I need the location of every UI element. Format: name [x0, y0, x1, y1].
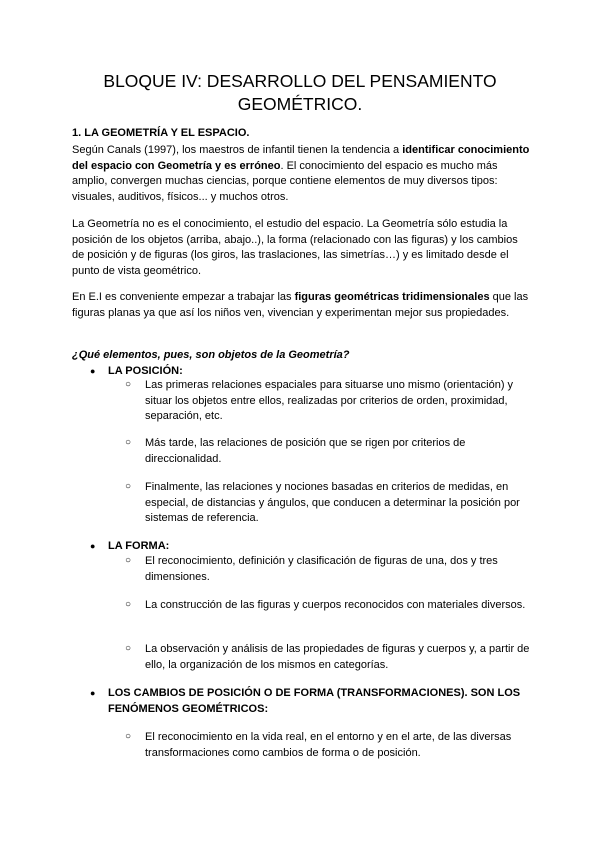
paragraph-2: La Geometría no es el conocimiento, el estudio del espacio. La Geometría sólo estudia la posición de los objetos (arriba, abajo..), la forma (relacionado con las figuras) y los cambios de posición y de figuras (los giros, las traslaciones, las simetrías…) y es limitado desde el punto de vista geométrico.	[72, 218, 518, 278]
bullet-icon: ●	[90, 541, 96, 551]
section-heading: 1. LA GEOMETRÍA Y EL ESPACIO.	[72, 127, 250, 139]
paragraph-3-text-c: que las figuras planas ya que así los niños ven, vivencian y experimentan mejor sus propiedades.	[72, 291, 529, 319]
sub-item-text: Más tarde, las relaciones de posición que se rigen por criterios de direccionalidad.	[145, 437, 466, 465]
bullet-icon: ●	[90, 366, 96, 376]
title-line-2: GEOMÉTRICO.	[237, 94, 363, 114]
paragraph-3-bold: figuras geométricas tridimensionales	[294, 291, 490, 303]
title-line-1: BLOQUE IV: DESARROLLO DEL PENSAMIENTO	[103, 71, 497, 91]
sub-item-text: El reconocimiento, definición y clasificación de figuras de una, dos y tres dimensiones.	[145, 555, 498, 583]
sub-item-text: La observación y análisis de las propiedades de figuras y cuerpos y, a partir de ello, la organización de los mismos en categorías.	[145, 643, 530, 671]
question-heading: ¿Qué elementos, pues, son objetos de la Geometría?	[72, 349, 350, 361]
bullet-label: LOS CAMBIOS DE POSICIÓN O DE FORMA (TRANSFORMACIONES). SON LOS FENÓMENOS GEOMÉTRICOS:	[108, 687, 521, 715]
sub-bullet-icon: ○	[125, 555, 132, 566]
paragraph-1-text-a: Según Canals (1997), los maestros de infantil tienen la tendencia a	[72, 144, 403, 156]
paragraph-3-text-a: En E.I es conveniente empezar a trabajar las	[72, 291, 295, 303]
sub-item-text: Finalmente, las relaciones y nociones basadas en criterios de medidas, en especial, de distancias y ángulos, que conducen a determinar la posición por sistemas de referencia.	[145, 481, 520, 525]
sub-item-text: La construcción de las figuras y cuerpos reconocidos con materiales diversos.	[145, 599, 526, 611]
sub-bullet-icon: ○	[125, 731, 132, 742]
sub-bullet-icon: ○	[125, 643, 132, 654]
sub-bullet-icon: ○	[125, 481, 132, 492]
sub-item-text: El reconocimiento en la vida real, en el entorno y en el arte, de las diversas transformaciones como cambios de forma o de posición.	[145, 731, 512, 759]
paragraph-1	[72, 143, 532, 206]
bullet-label: LA POSICIÓN:	[108, 365, 183, 377]
sub-item-text: Las primeras relaciones espaciales para situarse uno mismo (orientación) y situar los objetos entre ellos, realizadas por criterios de orden, proximidad, separación, etc.	[145, 379, 514, 423]
sub-bullet-icon: ○	[125, 437, 132, 448]
bullet-icon: ●	[90, 688, 96, 698]
bullet-label: LA FORMA:	[108, 540, 170, 552]
sub-bullet-icon: ○	[125, 599, 132, 610]
sub-bullet-icon: ○	[125, 379, 132, 390]
document-title	[60, 70, 540, 116]
paragraph-1-bold: identificar conocimiento del espacio con Geometría y es erróneo	[72, 144, 530, 172]
paragraph-3	[72, 290, 532, 321]
paragraph-1-text-c: . El conocimiento del espacio es mucho más amplio, convergen muchas ciencias, porque contiene elementos de muy diversos tipos: visuales, auditivos, físicos... y muchos otros.	[72, 159, 498, 204]
